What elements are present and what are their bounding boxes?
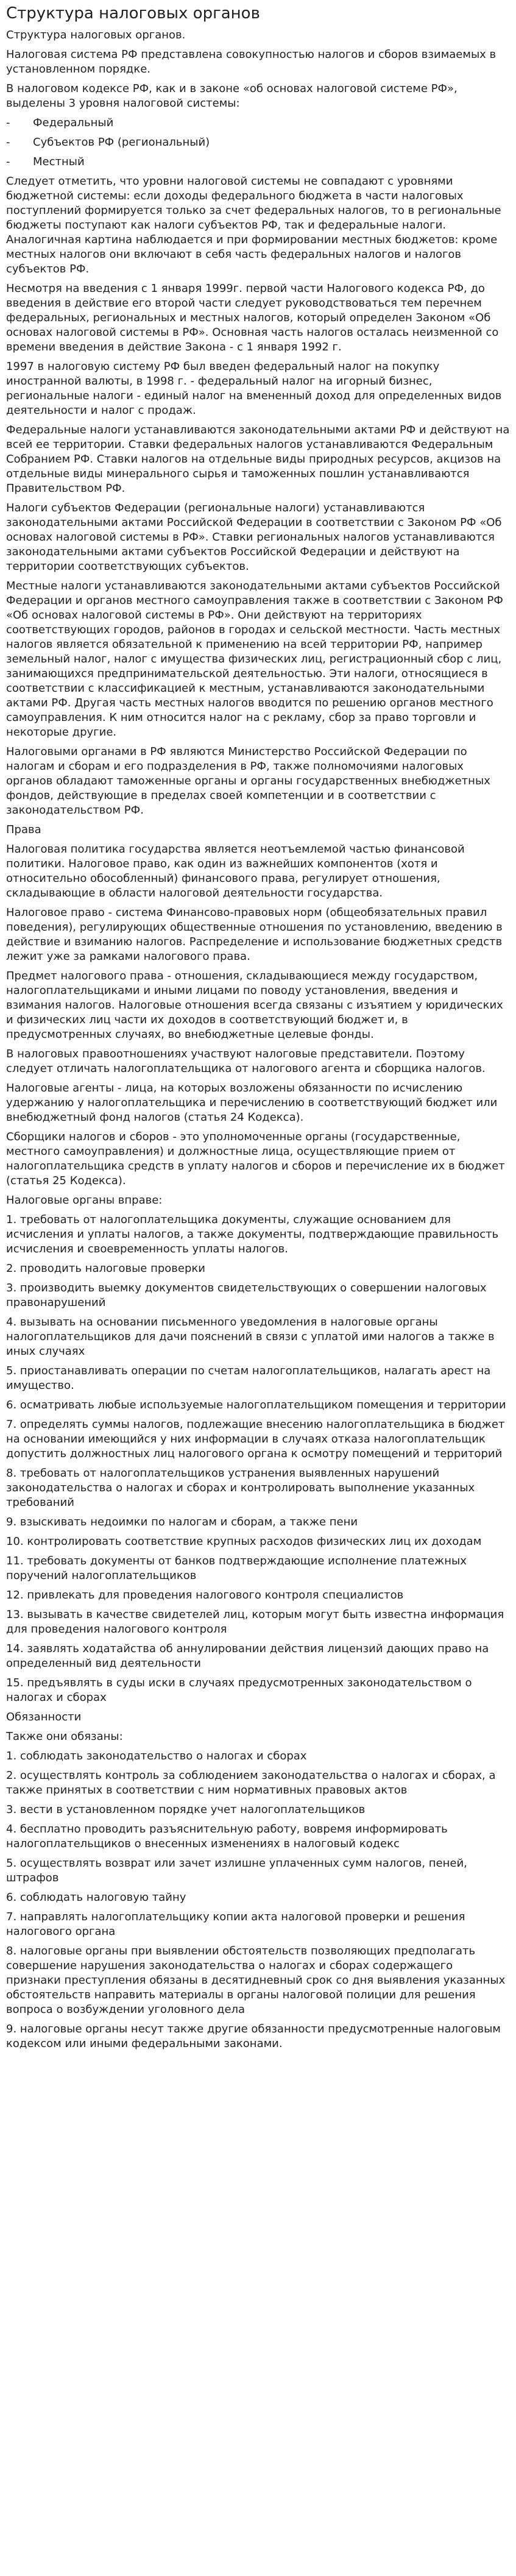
paragraph: Налоговые органы вправе: <box>6 1194 163 1207</box>
duties-intro: Также они обязаны: <box>6 1730 123 1743</box>
list-item: 8. требовать от налогоплательщиков устранения выявленных нарушений законодательства о налогах и сборах и контролировать выполнение указанных требований <box>6 1467 475 1509</box>
paragraph: Налоговая политика государства является неотъемлемой частью финансовой политики. Налоговое право, как один из важнейших компонентов (хотя и относительно обособленный) финансового права, регулирует отношения, складывающие в области налоговой деятельности государства. <box>6 843 465 899</box>
paragraph: Налоговое право - система Финансово-правовых норм (общеобязательных правил поведения), регулирующих общественные отношения по установлению, введению в действие и взиманию налогов. Распределение и использование бюджетных средств лежит уже за рамками налогового права. <box>6 906 503 963</box>
list-item: 3. вести в установленном порядке учет налогоплательщиков <box>6 1803 366 1816</box>
paragraph: Предмет налогового права - отношения, складывающиеся между государством, налогоплательщиками и иными лицами по поводу установления, введения и взимания налогов. Налоговые отношения всегда связаны с изъятием у юридических и физических лиц части их доходов в соответствующий бюджет и, в предусмотренных случаях, во внебюджетные целевые фонды. <box>6 970 503 1041</box>
section-heading-duties: Обязанности <box>6 1711 82 1723</box>
list-item: 13. вызывать в качестве свидетелей лиц, которым могут быть известна информация для проведения налогового контроля <box>6 1608 504 1636</box>
list-item: 5. приостанавливать операции по счетам налогоплательщиков, налагать арест на имущество. <box>6 1364 491 1392</box>
list-item: - Федеральный <box>6 116 114 129</box>
list-item: 1. соблюдать законодательство о налогах и сборах <box>6 1750 307 1762</box>
list-item: 15. предъявлять в суды иски в случаях предусмотренных законодательством о налогах и сборах <box>6 1677 472 1704</box>
list-item: 2. проводить налоговые проверки <box>6 1262 205 1275</box>
list-item: - Местный <box>6 155 85 168</box>
paragraph: Сборщики налогов и сборов - это уполномоченные органы (государственные, местного самоуправления) и должностные лица, осуществляющие прием от налогоплательщика средств в уплату налогов и сборов и перечисление их в бюджет (статья 25 Кодекса). <box>6 1130 505 1187</box>
list-item: 11. требовать документы от банков подтверждающие исполнение платежных поручений налогоплательщиков <box>6 1555 467 1582</box>
list-item: 9. налоговые органы несут также другие обязанности предусмотренные налоговым кодексом или иными федеральными законами. <box>6 2023 501 2050</box>
paragraph: Местные налоги устанавливаются законодательными актами субъектов Российской Федерации и органов местного самоуправления также в соответствии с Законом РФ «Об основах налоговой системы в РФ». Они действуют на территориях соответствующих городов, районов в городах и сельской местности. Часть местных налогов является обязательной к применению на всей территории РФ, например земельный налог, налог с имущества физических лиц, регистрационный сбор с лиц, занимающихся предпринимательской деятельностью. Эти налоги, относящиеся в соответствии с классификацией к местным, устанавливаются законодательными актами РФ. Другая часть местных налогов вводится по решению органов местного самоуправления. К ним относится налог на с рекламу, сбор за право торговли и некоторые другие. <box>6 580 503 739</box>
subtitle: Структура налоговых органов. <box>6 29 186 41</box>
list-item: 7. направлять налогоплательщику копии акта налоговой проверки и решения налогового органа <box>6 1911 465 1938</box>
list-item: 4. вызывать на основании письменного уведомления в налоговые органы налогоплательщиков для дачи пояснений в связи с уплатой ими налогов а также в иных случаях <box>6 1316 495 1358</box>
list-item: 5. осуществлять возврат или зачет излишне уплаченных сумм налогов, пеней, штрафов <box>6 1857 467 1884</box>
paragraph: Следует отметить, что уровни налоговой системы не совпадают с уровнями бюджетной системы: если доходы федерального бюджета в части налоговых поступлений формируется только за счет федеральных налогов, то в региональные бюджеты поступают как налоги субъектов РФ, так и федеральные налоги. Аналогичная картина наблюдается и при формировании местных бюджетов: кроме местных налогов они включают в себя часть федеральных налогов и налогов субъектов РФ. <box>6 175 501 275</box>
paragraph: Несмотря на введения с 1 января 1999г. первой части Налогового кодекса РФ, до введения в действие его второй части следует руководствоваться тем перечнем федеральных, региональных и местных налогов, который определен Законом «Об основах налоговой системы в РФ». Основная часть налогов осталась неизменной со времени введения в действие Закона - с 1 января 1992 г. <box>6 282 499 353</box>
paragraph: В налоговом кодексе РФ, как и в законе «об основах налоговой системе РФ», выделены 3 уровня налоговой системы: <box>6 82 458 110</box>
paragraph: 1997 в налоговую систему РФ был введен федеральный налог на покупку иностранной валюты, в 1998 г. - федеральный налог на игорный бизнес, региональные налоги - единый налог на вмененный доход для определенных видов деятельности и налог с продаж. <box>6 360 502 417</box>
list-item: 14. заявлять ходатайства об аннулировании действия лицензий дающих право на определенный вид деятельности <box>6 1642 489 1670</box>
list-item: 3. производить выемку документов свидетельствующих о совершении налоговых правонарушений <box>6 1282 487 1309</box>
paragraph: Федеральные налоги устанавливаются законодательными актами РФ и действуют на всей ее территории. Ставки федеральных налогов устанавливаются Федеральным Собранием РФ. Ставки налогов на отдельные виды природных ресурсов, акцизов на отдельные виды минерального сырья и таможенных пошлин устанавливаются Правительством РФ. <box>6 424 510 495</box>
list-item: 1. требовать от налогоплательщика документы, служащие основанием для исчисления и уплаты налогов, а также документы, подтверждающие правильность исчисления и своевременность уплаты налогов. <box>6 1213 499 1255</box>
paragraph: В налоговых правоотношениях участвуют налоговые представители. Поэтому следует отличать налогоплательщика от налогового агента и сборщика налогов. <box>6 1048 486 1075</box>
page-title: Структура налоговых органов <box>6 4 260 23</box>
paragraph: Налоговыми органами в РФ являются Министерство Российской Федерации по налогам и сборам и его подразделения в РФ, также полномочиями налоговых органов обладают таможенные органы и органы государственных внебюджетных фондов, действующие в пределах своей компетенции и в соответствии с законодательством РФ. <box>6 745 490 817</box>
list-item: 6. осматривать любые используемые налогоплательщиком помещения и территории <box>6 1399 506 1411</box>
list-item: 7. определять суммы налогов, подлежащие внесению налогоплательщика в бюджет на основании имеющийся у них информации в случаях отказа налогоплательщик допустить должностных лиц налогового органа к осмотру помещений и территорий <box>6 1418 505 1460</box>
paragraph: Налоги субъектов Федерации (региональные налоги) устанавливаются законодательными актами Российской Федерации в соответствии с Законом РФ «Об основах налоговой системы в РФ». Ставки региональных налогов устанавливаются законодательными актами субъектов Российской Федерации и действуют на территории соответствующих субъектов. <box>6 502 502 573</box>
list-item: 6. соблюдать налоговую тайну <box>6 1891 186 1904</box>
list-item: - Субъектов РФ (региональный) <box>6 136 210 149</box>
list-item: 2. осуществлять контроль за соблюдением законодательства о налогах и сборах, а также принятых в соответствии с ним нормативных правовых актов <box>6 1769 496 1797</box>
list-item: 12. привлекать для проведения налогового контроля специалистов <box>6 1589 404 1602</box>
paragraph: Налоговая система РФ представлена совокупностью налогов и сборов взимаемых в установленном порядке. <box>6 48 497 76</box>
list-item: 10. контролировать соответствие крупных расходов физических лиц их доходам <box>6 1535 482 1548</box>
list-item: 4. бесплатно проводить разъяснительную работу, вовремя информировать налогоплательщиков о внесенных изменениях в налоговый кодекс <box>6 1823 448 1850</box>
list-item: 9. взыскивать недоимки по налогам и сборам, а также пени <box>6 1516 358 1528</box>
paragraph: Налоговые агенты - лица, на которых возложены обязанности по исчислению удержанию у налогоплательщика и перечислению в соответствующий бюджет или внебюджетный фонд налогов (статья 24 Кодекса). <box>6 1082 498 1124</box>
section-heading-rights: Права <box>6 823 41 836</box>
list-item: 8. налоговые органы при выявлении обстоятельств позволяющих предполагать совершение нарушения законодательства о налогах и сборах содержащего признаки преступления обязаны в десятидневный срок со дня выявления указанных обстоятельств направить материалы в органы налоговой полиции для решения вопроса о возбуждении уголовного дела <box>6 1945 506 2016</box>
